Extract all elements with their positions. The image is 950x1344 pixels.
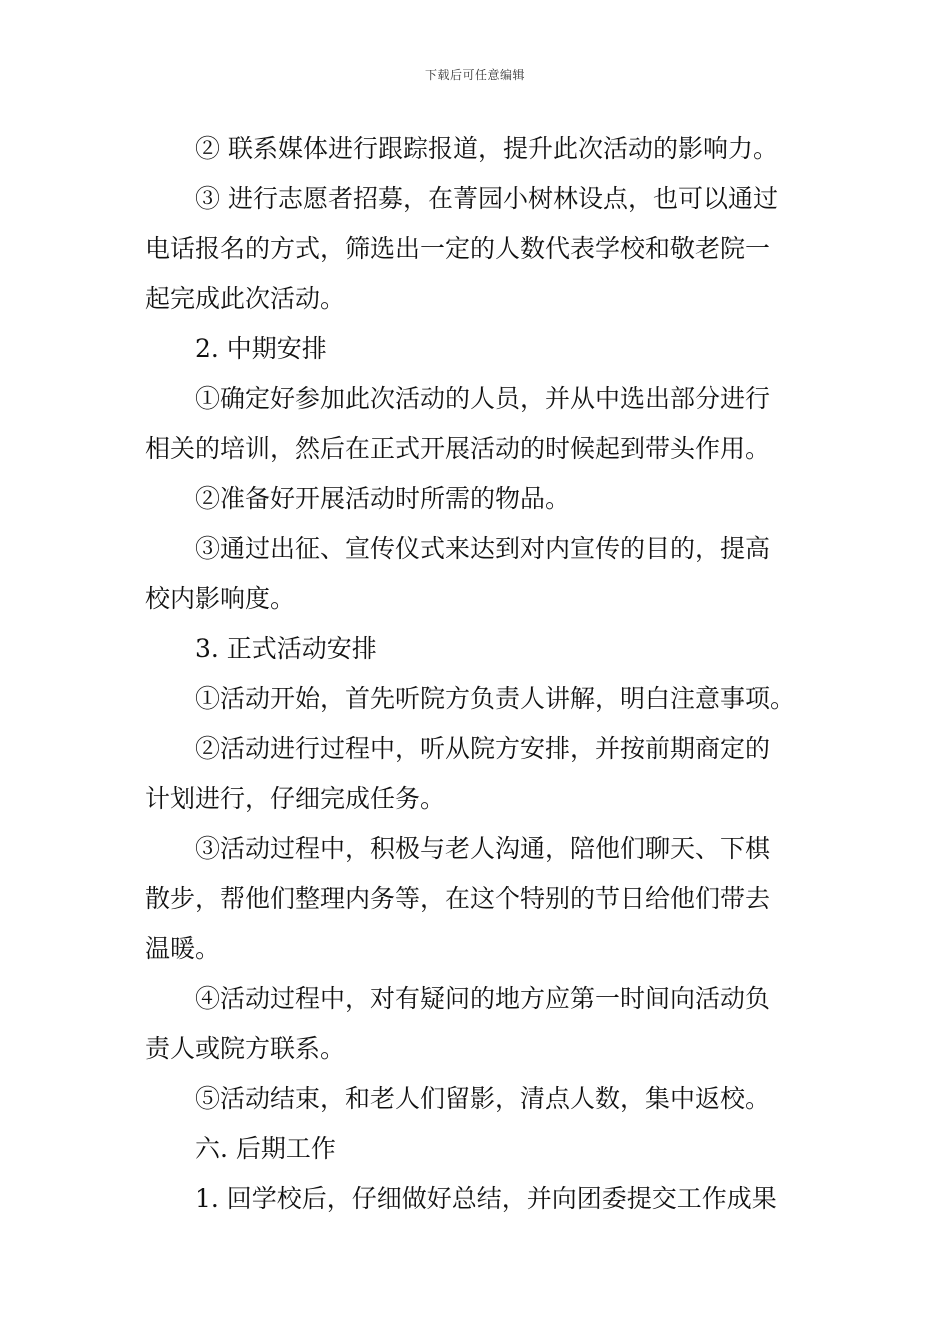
- page-header: 下载后可任意编辑: [424, 68, 525, 82]
- text-line: ②准备好开展活动时所需的物品。: [195, 484, 571, 513]
- text-line: 1. 回学校后，仔细做好总结，并向团委提交工作成果: [195, 1184, 777, 1213]
- text-line: 起完成此次活动。: [145, 284, 346, 313]
- text-line: ② 联系媒体进行跟踪报道，提升此次活动的影响力。: [195, 134, 778, 163]
- text-line: 电话报名的方式，筛选出一定的人数代表学校和敬老院一: [145, 234, 771, 263]
- section-heading: 2. 中期安排: [195, 334, 327, 363]
- section-heading: 3. 正式活动安排: [195, 634, 377, 663]
- text-line: ②活动进行过程中，听从院方安排，并按前期商定的: [195, 734, 771, 763]
- text-line: 散步，帮他们整理内务等，在这个特别的节日给他们带去: [145, 884, 771, 913]
- text-line: ③通过出征、宣传仪式来达到对内宣传的目的，提高: [195, 534, 771, 563]
- section-heading: 六. 后期工作: [195, 1134, 336, 1163]
- text-line: ①活动开始，首先听院方负责人讲解，明白注意事项。: [195, 684, 796, 713]
- text-line: 责人或院方联系。: [145, 1034, 346, 1063]
- text-line: ④活动过程中，对有疑问的地方应第一时间向活动负: [195, 984, 771, 1013]
- text-line: 温暖。: [145, 934, 221, 963]
- text-line: 计划进行，仔细完成任务。: [145, 784, 446, 813]
- text-line: ③ 进行志愿者招募，在菁园小树林设点，也可以通过: [195, 184, 778, 213]
- text-line: ③活动过程中，积极与老人沟通，陪他们聊天、下棋: [195, 834, 771, 863]
- text-line: 相关的培训，然后在正式开展活动的时候起到带头作用。: [145, 434, 771, 463]
- text-line: 校内影响度。: [145, 584, 296, 613]
- document-body: [145, 124, 810, 1224]
- text-line: ⑤活动结束，和老人们留影，清点人数，集中返校。: [195, 1084, 771, 1113]
- text-line: ①确定好参加此次活动的人员，并从中选出部分进行: [195, 384, 771, 413]
